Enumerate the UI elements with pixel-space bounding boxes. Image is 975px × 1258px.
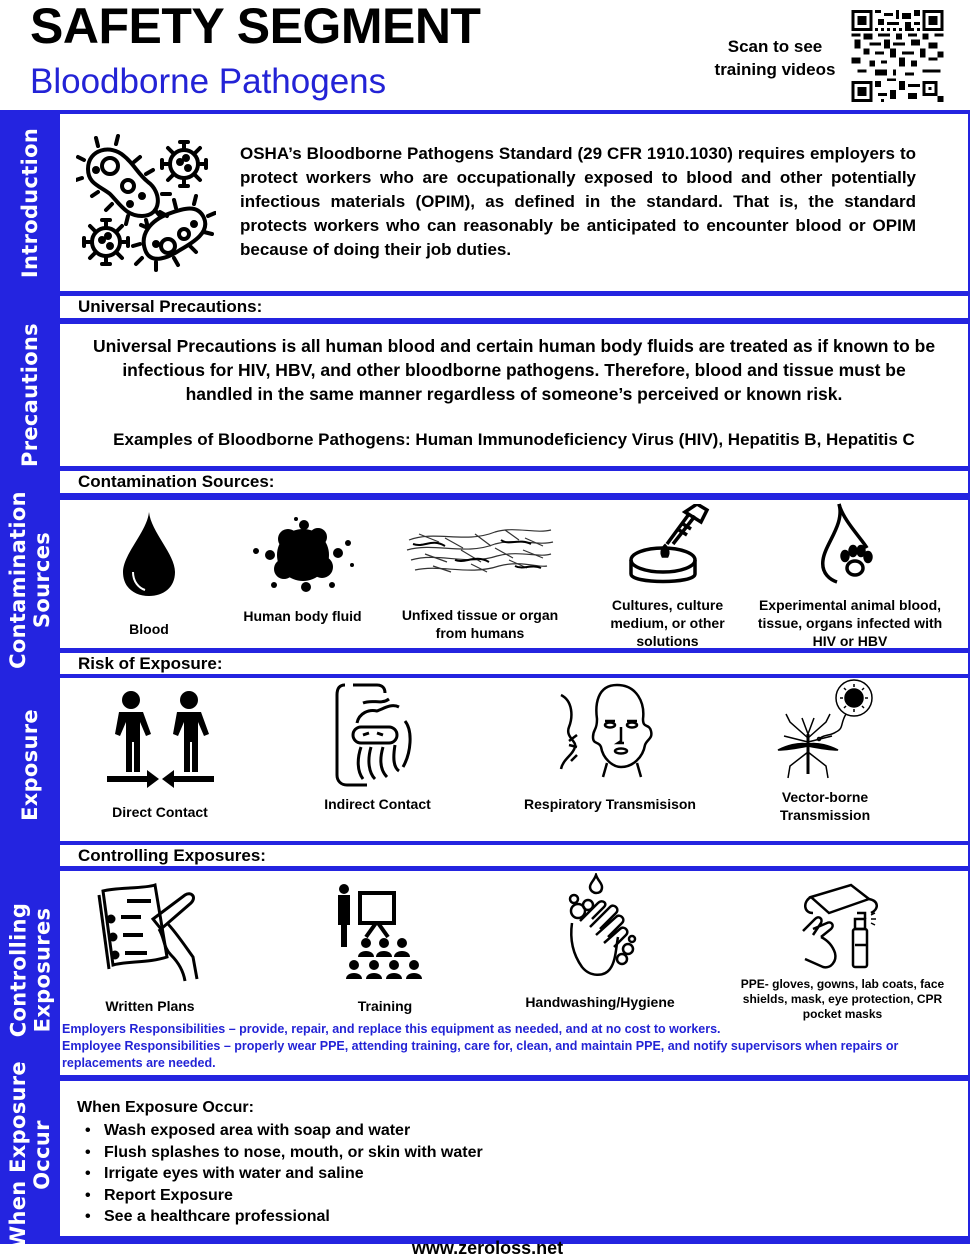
source-body-fluid [240,515,365,645]
exposure-step: • Irrigate eyes with water and saline [104,1163,483,1185]
sidebar-precautions-label: Precautions [18,323,43,467]
exposure-header: Risk of Exposure: [60,653,968,674]
employer-responsibilities: Employers Responsibilities – provide, repair, and replace this equipment as needed, and at no cost to workers. [62,1022,721,1036]
sidebar-contamination [0,491,60,669]
qr-code-icon[interactable] [851,10,944,102]
sidebar-contamination-line2: Sources [30,531,54,629]
exposure-step: • Flush splashes to nose, mouth, or skin with water [104,1142,483,1164]
source-blood-label: Blood [129,621,169,637]
page-title: SAFETY SEGMENT [30,0,481,54]
precautions-header: Universal Precautions: [60,296,968,318]
control-training [325,883,445,1013]
exposure-respiratory [515,683,705,828]
exposure-step: • Report Exposure [104,1185,483,1207]
source-blood [100,510,198,640]
source-body-fluid-label: Human body fluid [243,608,362,624]
precautions-text: Universal Precautions is all human blood and certain human body fluids are treated as if known to be infectious for HIV, HBV, and other bloodborne pathogens. Therefore, blood and tissue must be handled in the same manner regardless of someone’s perceived or known risk. [92,336,936,404]
control-ppe [735,879,950,1029]
mask-glove-spray-icon [795,879,890,971]
handwashing-label: Handwashing/Hygiene [525,994,675,1010]
face-breath-icon [555,683,665,779]
sidebar-contamination-line1: Contamination [6,491,30,669]
contamination-header: Contamination Sources: [60,471,968,493]
page-subtitle: Bloodborne Pathogens [30,62,387,101]
controlling-box [60,871,968,1075]
written-plans-label: Written Plans [105,998,195,1014]
exposure-indirect-contact [305,683,450,828]
control-written-plans [90,883,210,1013]
when-exposure-box [60,1081,968,1236]
footer-url[interactable]: www.zeroloss.net [411,1238,564,1258]
sidebar-when-line1: When Exposure [6,1061,31,1249]
vector-borne-label: Vector-borne Transmission [779,789,871,823]
drop-paw-icon [815,500,885,584]
direct-contact-label: Direct Contact [112,804,208,820]
sidebar-exposure-label: Exposure [18,709,42,821]
exposure-box [60,678,968,841]
controlling-header: Controlling Exposures: [60,845,968,866]
sidebar-exposure [0,670,60,860]
indirect-contact-label: Indirect Contact [324,796,431,812]
sidebar-controlling-line1: Controlling [6,902,30,1038]
source-tissue [400,520,560,650]
tissue-icon [405,520,555,580]
handwashing-icon [560,873,640,981]
presentation-audience-icon [330,883,440,981]
source-cultures-label: Cultures, culture medium, or other solutions [610,597,725,649]
hand-contact-icon [333,683,423,787]
source-animal [750,500,950,649]
contamination-box [60,500,968,648]
precautions-box [60,324,968,466]
pathogen-examples: Examples of Bloodborne Pathogens: Human Immunodeficiency Virus (HIV), Hepatitis B, Hepatitis C [113,430,915,449]
mosquito-virus-icon [770,678,880,782]
scan-line-2: training videos [714,60,836,79]
ppe-label: PPE- gloves, gowns, lab coats, face shields, mask, eye protection, CPR pocket masks [740,977,945,1021]
germs-icon [76,134,216,274]
sidebar-when-exposure [0,1061,60,1249]
splatter-icon [248,515,358,595]
source-cultures [600,504,735,649]
exposure-step: • See a healthcare professional [104,1206,483,1228]
exposure-steps-list [104,1120,483,1228]
source-tissue-label: Unfixed tissue or organ from humans [401,607,559,641]
training-label: Training [357,998,413,1014]
petri-dish-dropper-icon [623,504,713,592]
sidebar-controlling-line2: Exposures [30,907,54,1033]
employee-responsibilities: Employee Responsibilities – properly wear PPE, attending training, care for, clean, and maintain PPE, and notify supervisors when repairs or replacements are needed. [62,1039,899,1070]
sidebar-introduction-label: Introduction [18,127,43,278]
two-people-arrows-icon [103,688,218,792]
checklist-pen-icon [93,883,208,983]
scan-line-1: Scan to see [727,37,823,56]
exposure-step: • Wash exposed area with soap and water [104,1120,483,1142]
sidebar-when-line2: Occur [30,1120,55,1190]
exposure-vector-borne [765,678,885,838]
respiratory-label: Respiratory Transmisison [524,796,696,812]
when-exposure-title: When Exposure Occur: [77,1099,254,1116]
introduction-text: OSHA’s Bloodborne Pathogens Standard (29 CFR 1910.1030) requires employers to protect workers who are occupationally exposed to blood and other potentially infectious materials (OPIM), as defined in the standard. That is, the standard protects workers who can reasonably be anticipated to encounter blood or OPIM because of doing their job duties. [240,144,916,259]
blood-drop-icon [119,510,179,598]
control-handwashing [515,873,685,1013]
source-animal-label: Experimental animal blood, tissue, organs infected with HIV or HBV [757,597,943,649]
introduction-box [60,114,968,291]
exposure-direct-contact [100,688,220,833]
sidebar-introduction [0,114,60,291]
sidebar-precautions [0,300,60,490]
sidebar-controlling [0,865,60,1075]
scan-instructions [700,35,850,81]
